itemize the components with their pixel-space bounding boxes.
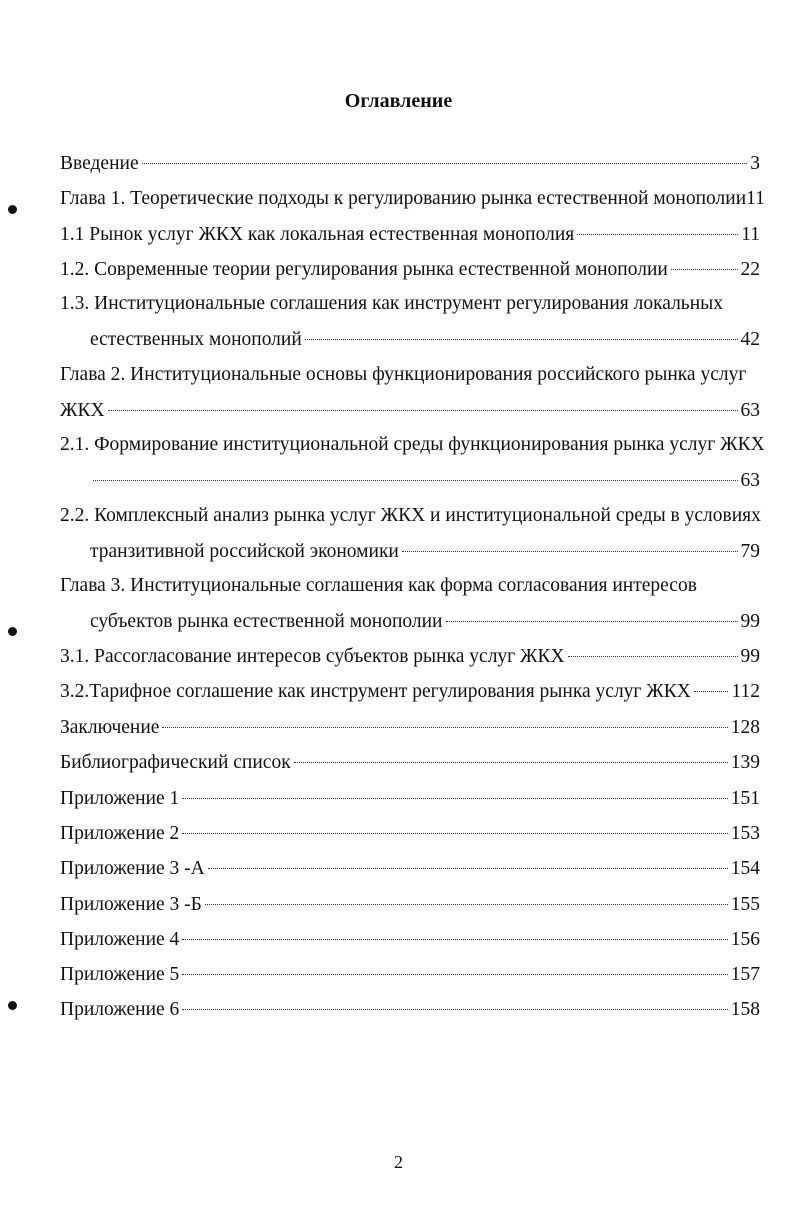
toc-entry-2-2-line2[interactable] (90, 537, 760, 567)
toc-entry-label: Введение (60, 153, 139, 174)
toc-entry-appendix-2[interactable] (60, 819, 760, 849)
toc-entry-1-1[interactable] (60, 220, 760, 250)
toc-title: Оглавление (344, 90, 453, 112)
toc-entry-label-continued: транзитивной российской экономики (90, 541, 399, 562)
toc-entry-page: 151 (730, 788, 760, 809)
dot-leader (577, 234, 738, 235)
toc-entry-page: 11 (746, 188, 765, 209)
toc-entry-label: 2.2. Комплексный анализ рынка услуг ЖКХ и институциональной среды в условиях (60, 505, 761, 526)
toc-entry-page: 63 (740, 470, 760, 491)
toc-entry-label: Приложение 3 -Б (60, 894, 202, 915)
toc-entry-label: Библиографический список (60, 752, 291, 773)
toc-entry-label: 1.3. Институциональные соглашения как инструмент регулирования локальных (60, 293, 723, 314)
toc-entry-page: 156 (730, 929, 760, 950)
dot-leader (305, 339, 738, 340)
toc-entry-page: 158 (730, 999, 760, 1020)
toc-entry-label-continued: естественных монополий (90, 329, 302, 350)
toc-entry-page: 153 (730, 823, 760, 844)
toc-entry-page: 157 (730, 964, 760, 985)
toc-entry-label: 3.1. Рассогласование интересов субъектов рынка услуг ЖКХ (60, 646, 565, 667)
toc-entry-page: 112 (731, 681, 760, 702)
toc-entry-label: 3.2.Тарифное соглашение как инструмент регулирования рынка услуг ЖКХ (60, 681, 691, 702)
toc-entry-label-continued: субъектов рынка естественной монополии (90, 611, 443, 632)
toc-entry-chapter-1[interactable] (60, 184, 765, 214)
toc-entry-label: Глава 3. Институциональные соглашения как форма согласования интересов (60, 575, 697, 596)
toc-entry-page: 99 (740, 646, 760, 667)
toc-entry-chapter-3-line1[interactable] (60, 571, 760, 601)
dot-leader (205, 904, 728, 905)
toc-entry-label: 1.2. Современные теории регулирования рынка естественной монополии (60, 259, 668, 280)
toc-entry-chapter-3-line2[interactable] (90, 607, 760, 637)
toc-entry-3-2[interactable] (60, 677, 760, 707)
dot-leader (182, 1009, 727, 1010)
toc-entry-page: 11 (741, 224, 760, 245)
toc-entry-page: 99 (740, 611, 760, 632)
dot-leader (294, 762, 728, 763)
dot-leader (182, 798, 727, 799)
toc-entry-1-2[interactable] (60, 255, 760, 285)
toc-entry-label: Приложение 2 (60, 823, 180, 844)
toc-entry-conclusion[interactable] (60, 713, 760, 743)
toc-entry-introduction[interactable] (60, 149, 760, 179)
toc-entry-page: 3 (750, 153, 760, 174)
toc-entry-label-continued: ЖКХ (60, 400, 105, 421)
dot-leader (446, 621, 738, 622)
toc-entry-label: Заключение (60, 717, 160, 738)
toc-entry-label: Глава 2. Институциональные основы функционирования российского рынка услуг (60, 364, 747, 385)
dot-leader (208, 868, 728, 869)
toc-entry-page: 22 (740, 259, 760, 280)
dot-leader (182, 833, 727, 834)
toc-entry-label: 2.1. Формирование институциональной среды функционирования рынка услуг ЖКХ (60, 434, 765, 455)
toc-entry-page: 42 (740, 329, 760, 350)
toc-entry-3-1[interactable] (60, 642, 760, 672)
dot-leader (182, 974, 727, 975)
dot-leader (402, 551, 738, 552)
toc-entry-2-2-line1[interactable] (60, 501, 760, 531)
dot-leader (694, 691, 729, 692)
toc-entry-appendix-4[interactable] (60, 925, 760, 955)
page-number: 2 (394, 1152, 403, 1172)
toc-entry-appendix-1[interactable] (60, 784, 760, 814)
toc-entry-1-3-line2[interactable] (90, 325, 760, 355)
punch-hole-mark (8, 1001, 17, 1010)
toc-entry-page: 155 (730, 894, 760, 915)
toc-entry-appendix-5[interactable] (60, 960, 760, 990)
toc-entry-chapter-2-line2[interactable] (60, 396, 760, 426)
toc-entry-label: Приложение 6 (60, 999, 180, 1020)
toc-entry-2-1-line2[interactable] (90, 466, 760, 496)
dot-leader (568, 656, 738, 657)
dot-leader (671, 269, 738, 270)
toc-entry-1-3-line1[interactable] (60, 289, 760, 319)
toc-entry-label: Приложение 4 (60, 929, 180, 950)
toc-entry-page: 139 (730, 752, 760, 773)
toc-entry-page: 128 (730, 717, 760, 738)
punch-hole-mark (8, 627, 17, 636)
toc-entry-appendix-3a[interactable] (60, 854, 760, 884)
dot-leader (162, 727, 727, 728)
toc-entry-label: 1.1 Рынок услуг ЖКХ как локальная естественная монополия (60, 224, 575, 245)
toc-entry-label: Приложение 1 (60, 788, 180, 809)
toc-entry-bibliography[interactable] (60, 748, 760, 778)
toc-entry-page: 63 (740, 400, 760, 421)
dot-leader (93, 480, 738, 481)
toc-entry-label: Приложение 3 -А (60, 858, 205, 879)
toc-entry-label: Приложение 5 (60, 964, 180, 985)
toc-entry-chapter-2-line1[interactable] (60, 360, 760, 390)
dot-leader (142, 163, 748, 164)
toc-entry-appendix-3b[interactable] (60, 890, 760, 920)
toc-entry-page: 154 (730, 858, 760, 879)
toc-entry-page: 79 (740, 541, 760, 562)
toc-entry-label: Глава 1. Теоретические подходы к регулированию рынка естественной монополии (60, 188, 747, 209)
toc-entry-appendix-6[interactable] (60, 995, 760, 1025)
punch-hole-mark (8, 205, 17, 214)
dot-leader (182, 939, 727, 940)
toc-entry-2-1-line1[interactable] (60, 430, 765, 460)
dot-leader (108, 410, 738, 411)
